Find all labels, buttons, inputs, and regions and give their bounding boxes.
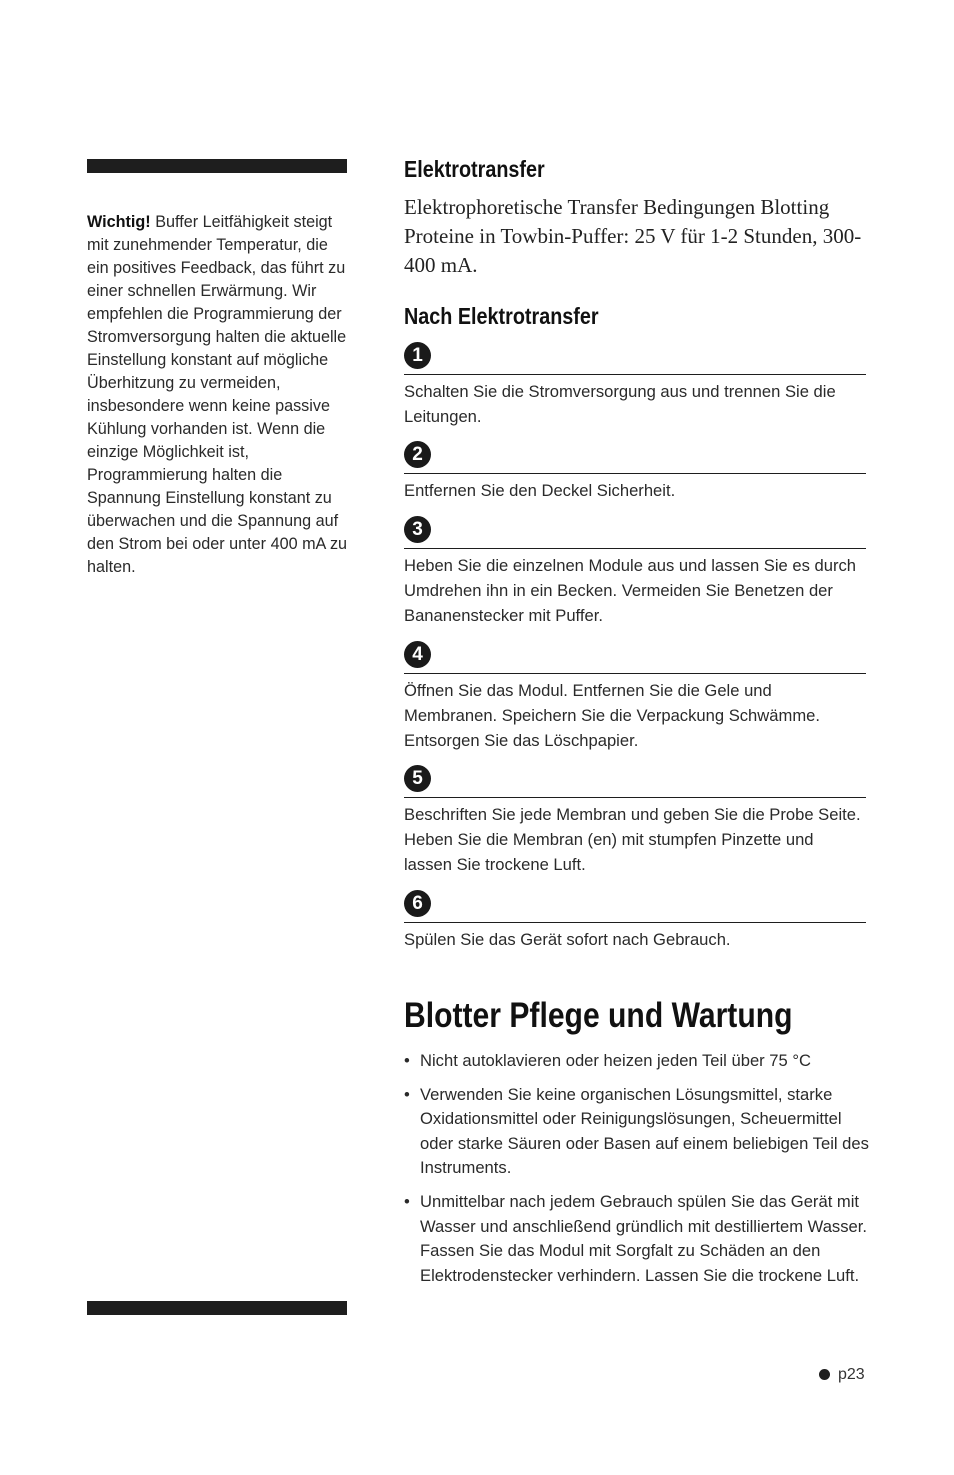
bullet-marker: •	[404, 1084, 410, 1104]
step-number-3: 3	[404, 516, 431, 543]
important-note	[87, 211, 352, 579]
care-bullet	[404, 1083, 874, 1181]
after-transfer-heading: Nach Elektrotransfer	[404, 303, 599, 329]
step-4	[404, 641, 866, 750]
step-divider	[404, 673, 866, 674]
step-2	[404, 441, 866, 500]
step-text: Beschriften Sie jede Membran und geben Sie die Probe Seite. Heben Sie die Membran (en) mit stumpfen Pinzette und lassen Sie trockene Luft.	[404, 805, 861, 874]
step-text: Schalten Sie die Stromversorgung aus und trennen Sie die Leitungen.	[404, 382, 836, 426]
bullet-marker: •	[404, 1051, 410, 1070]
step-divider	[404, 797, 866, 798]
step-6	[404, 890, 866, 949]
step-divider	[404, 473, 866, 474]
step-text: Öffnen Sie das Modul. Entfernen Sie die Gele und Membranen. Speichern Sie die Verpackung Schwämme. Entsorgen Sie das Löschpapier.	[404, 681, 820, 750]
care-bullet-text: Nicht autoklavieren oder heizen jeden Teil über 75 °C	[420, 1051, 811, 1070]
important-note-text: Buffer Leitfähigkeit steigt mit zunehmender Temperatur, die ein positives Feedback, das führt zu einer schnellen Erwärmung. Wir empfehlen die Programmierung der Stromversorgung halten die aktuelle Einstellung konstant auf mögliche Überhitzung zu vermeiden, insbesondere wenn keine passive Kühlung vorhanden ist. Wenn die einzige Möglichkeit ist, Programmierung halten die Spannung Einstellung konstant zu überwachen und die Spannung auf den Strom bei oder unter 400 mA zu halten.	[87, 213, 348, 576]
step-text: Entfernen Sie den Deckel Sicherheit.	[404, 481, 676, 500]
step-divider	[404, 548, 866, 549]
step-number-6: 6	[404, 890, 431, 917]
bullet-marker: •	[404, 1191, 410, 1211]
page-footer	[819, 1366, 865, 1384]
step-number-2: 2	[404, 441, 431, 468]
care-maintenance-title: Blotter Pflege und Wartung	[404, 996, 793, 1035]
care-bullet	[404, 1049, 874, 1074]
step-1	[404, 342, 866, 426]
step-text: Spülen Sie das Gerät sofort nach Gebrauch.	[404, 930, 731, 949]
step-number-1: 1	[404, 342, 431, 369]
care-bullet-list	[404, 1049, 874, 1297]
page-number: p23	[838, 1366, 865, 1383]
step-divider	[404, 922, 866, 923]
care-bullet	[404, 1190, 874, 1288]
care-bullet-text: Unmittelbar nach jedem Gebrauch spülen Sie das Gerät mit Wasser und anschließend gründlich mit destilliertem Wasser. Fassen Sie das Modul mit Sorgfalt zu Schäden an den Elektrodenstecker verhindern. Lassen Sie die trockene Luft.	[420, 1191, 867, 1285]
important-note-label: Wichtig!	[87, 213, 151, 231]
page-dot-icon	[819, 1369, 830, 1380]
transfer-conditions: Elektrophoretische Transfer Bedingungen Blotting Proteine in Towbin-Puffer: 25 V für 1-2 Stunden, 300-400 mA.	[404, 195, 862, 277]
step-number-4: 4	[404, 641, 431, 668]
care-bullet-text: Verwenden Sie keine organischen Lösungsmittel, starke Oxidationsmittel oder Reinigungslösungen, Scheuermittel oder starke Säuren oder Basen auf einem beliebigen Teil des Instruments.	[420, 1084, 869, 1178]
step-5	[404, 765, 866, 874]
step-text: Heben Sie die einzelnen Module aus und lassen Sie es durch Umdrehen ihn in ein Becken. Vermeiden Sie Benetzen der Bananenstecker mit Puffer.	[404, 556, 857, 625]
sidebar-top-rule	[87, 159, 347, 173]
electrotransfer-heading: Elektrotransfer	[404, 156, 545, 182]
step-number-5: 5	[404, 765, 431, 792]
step-divider	[404, 374, 866, 375]
step-3	[404, 516, 866, 625]
sidebar-bottom-rule	[87, 1301, 347, 1315]
